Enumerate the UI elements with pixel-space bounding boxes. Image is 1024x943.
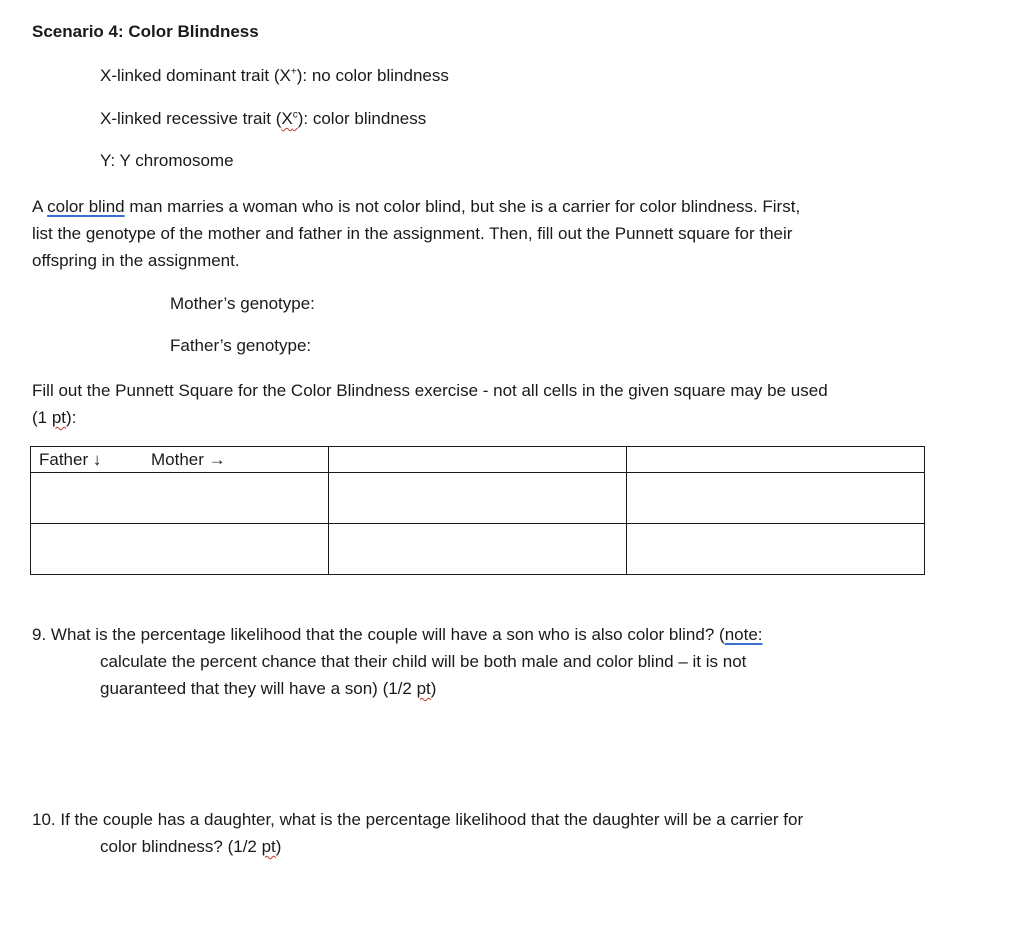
punnett-header-row (31, 447, 925, 473)
punnett-cell[interactable] (329, 524, 627, 575)
father-genotype-label: Father’s genotype: (170, 336, 312, 355)
punnett-cell[interactable] (31, 524, 329, 575)
punnett-header-cell[interactable] (31, 447, 329, 473)
trait-dominant: X-linked dominant trait (X+): no color blindness (100, 66, 449, 85)
question-10: 10. If the couple has a daughter, what is the percentage likelihood that the daughter will be a carrier for color blindness? (1/2 pt) (32, 810, 804, 856)
punnett-cell[interactable] (329, 447, 627, 473)
punnett-cell[interactable] (31, 473, 329, 524)
trait-y-chromosome: Y: Y chromosome (100, 151, 234, 170)
punnett-cell[interactable] (627, 473, 925, 524)
punnett-cell[interactable] (627, 447, 925, 473)
scenario-title: Scenario 4: Color Blindness (32, 22, 259, 41)
intro-paragraph: A color blind man marries a woman who is not color blind, but she is a carrier for color blindness. First, list the genotype of the mother and father in the assignment. Then, fill out the Punnett square for their offspring in the assignment. (32, 197, 801, 270)
mother-genotype-label: Mother’s genotype: (170, 294, 315, 313)
punnett-instruction: Fill out the Punnett Square for the Color Blindness exercise - not all cells in the given square may be used (1 pt): (32, 381, 828, 427)
father-header: Father ↓ (39, 449, 102, 469)
punnett-square (30, 446, 925, 575)
punnett-cell[interactable] (329, 473, 627, 524)
punnett-row (31, 524, 925, 575)
trait-recessive: X-linked recessive trait $(X^c)$: color blindness (100, 109, 427, 128)
question-9: 9. What is the percentage likelihood that the couple will have a son who is also color blind? (note: calculate the percent chance that their child will be both male and color blind – it is not guaranteed that they will have a son) (1/2 pt) (32, 625, 763, 698)
mother-header: Mother → (151, 449, 226, 469)
punnett-cell[interactable] (627, 524, 925, 575)
punnett-row (31, 473, 925, 524)
